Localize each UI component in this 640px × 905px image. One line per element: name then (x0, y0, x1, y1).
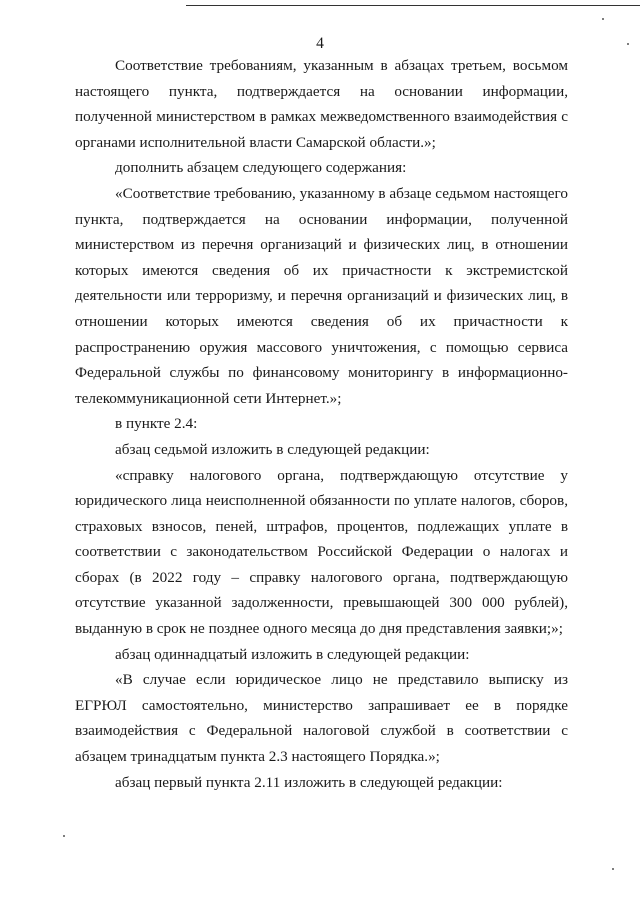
paragraph-point-2-4: в пункте 2.4: (115, 415, 198, 433)
document-body (75, 53, 568, 795)
paragraph-tax-certificate: «справку налогового органа, подтверждающую отсутствие у юридического лица неисполненной обязанности по уплате налогов, сборов, страховых взносов, пеней, штрафов, процентов, подлежащих уплате в соответствии с законодательством Российской Федерации о налогах и сборах (в 2022 году – справку налогового органа, подтверждающую отсутствие указанной задолженности, превышающей 300 000 рублей), выданную в срок не позднее одного месяца до дня представления заявки;»; (75, 466, 568, 638)
paragraph-egrul-extract: «В случае если юридическое лицо не представило выписку из ЕГРЮЛ самостоятельно, министерство запрашивает ее в порядке взаимодействия с Федеральной налоговой службой в соответствии с абзацем тринадцатым пункта 2.3 настоящего Порядка.»; (75, 671, 568, 766)
paragraph-add-clause: дополнить абзацем следующего содержания: (115, 159, 407, 177)
paragraph-seventh-clause: абзац седьмой изложить в следующей редакции: (115, 440, 430, 458)
paragraph-requirements-confirmation: Соответствие требованиям, указанным в абзацах третьем, восьмом настоящего пункта, подтверждается на основании информации, полученной министерством в рамках межведомственного взаимодействия с органами исполнительной власти Самарской области.»; (75, 57, 568, 151)
paragraph-point-2-11: абзац первый пункта 2.11 изложить в следующей редакции: (115, 773, 503, 791)
paragraph-eleventh-clause: абзац одиннадцатый изложить в следующей редакции: (115, 645, 470, 663)
scan-speck (602, 18, 604, 20)
scan-speck (63, 835, 65, 837)
scan-speck (612, 868, 614, 870)
top-edge-line (186, 5, 640, 6)
paragraph-extremism-check: «Соответствие требованию, указанному в абзаце седьмом настоящего пункта, подтверждается на основании информации, полученной министерством из перечня организаций и физических лиц, в отношении которых имеются сведения об их причастности к экстремистской деятельности или терроризму, и перечня организаций и физических лиц, в отношении которых имеются сведения об их причастности к распространению оружия массового уничтожения, с помощью сервиса Федеральной службы по финансовому мониторингу в информационно-телекоммуникационной сети Интернет.»; (75, 184, 568, 407)
page-number: 4 (316, 35, 324, 52)
